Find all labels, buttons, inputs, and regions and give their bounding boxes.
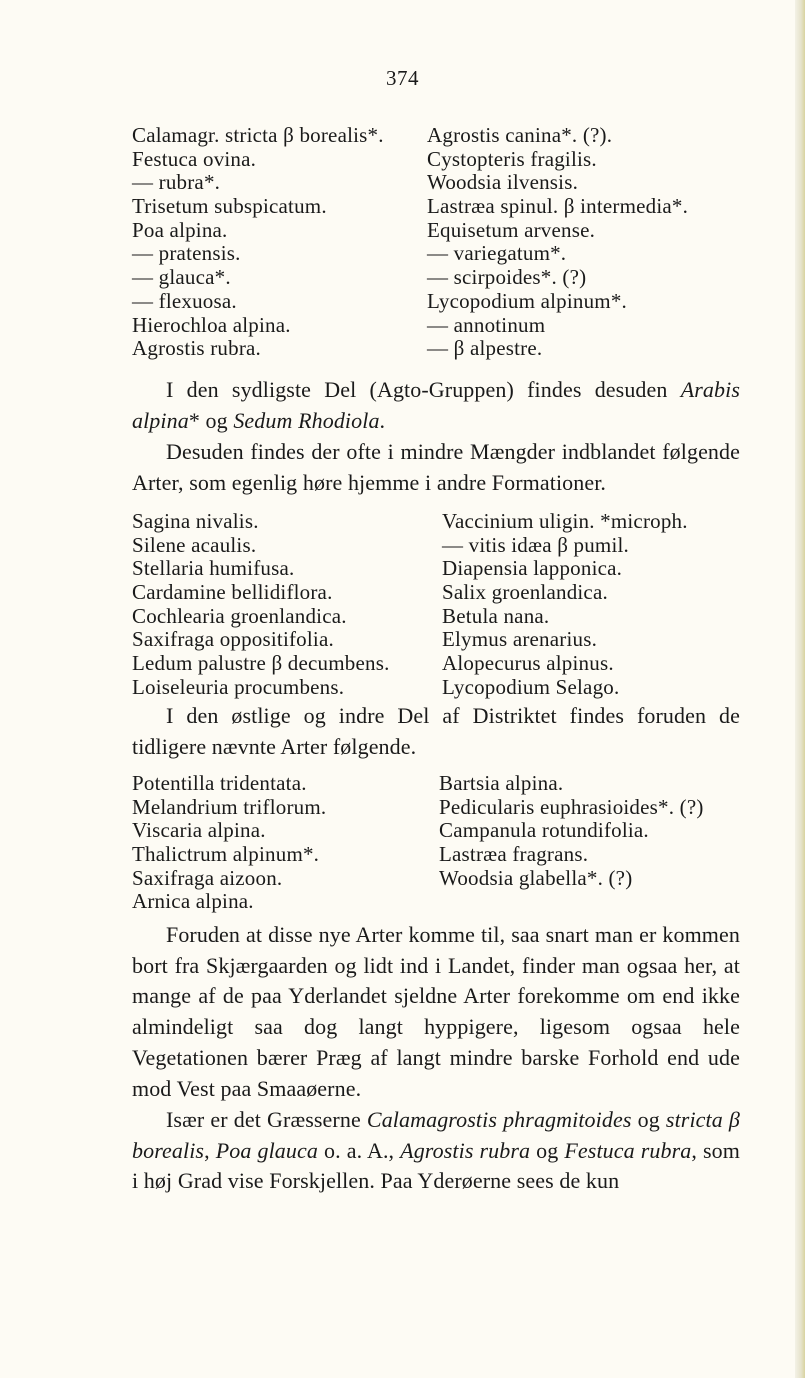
mixed-species-list-right [442,510,688,700]
list-item: Lastræa spinul. β intermedia*. [427,194,689,219]
list-item: Agrostis canina*. (?). [427,123,613,147]
italic-species: Poa glauca [215,1137,318,1163]
list-item: Lastræa fragrans. [439,842,589,867]
italic-species: stricta β borealis [132,1107,740,1163]
mixed-species-list-left [132,510,390,700]
list-item: Vaccinium uligin. *microph. [442,509,688,533]
list-item: Calamagr. stricta β borealis*. [132,123,384,147]
list-item: — flexuosa. [132,288,237,313]
italic-species: Festuca rubra [564,1137,692,1163]
list-item: Hierochloa alpina. [132,312,291,337]
list-item: Alopecurus alpinus. [442,651,614,676]
list-item: Ledum palustre β decumbens. [132,651,390,676]
list-item: Festuca ovina. [132,146,257,171]
list-item: Lycopodium Selago. [442,674,620,699]
list-item: Cystopteris fragilis. [427,146,597,171]
list-item: Saxifraga oppositifolia. [132,627,334,652]
paragraph-text: . [379,407,386,433]
grass-species-list-right [427,124,688,361]
list-item: — vitis idæa β pumil. [442,532,629,557]
list-item: Potentilla tridentata. [132,771,307,795]
list-item: Saxifraga aizoon. [132,865,283,890]
paragraph-text: Især er det Græsserne [166,1107,367,1132]
paragraph-text: I den sydligste Del (Agto-Gruppen) findes desuden [166,377,681,402]
eastern-species-list-left [132,772,326,914]
list-item: Pedicularis euphrasioides*. (?) [439,794,704,819]
list-item: Woodsia ilvensis. [427,170,579,195]
list-item: — rubra*. [132,170,221,195]
list-item: Sagina nivalis. [132,509,259,533]
list-item: Stellaria humifusa. [132,556,295,581]
paragraph-text: o. a. A., [317,1137,401,1163]
paragraph-grasses [132,1105,740,1197]
page-number: 374 [386,66,419,90]
italic-species: Calamagrostis phragmitoides [366,1107,632,1132]
eastern-species-list-right [439,772,704,890]
list-item: — scirpoides*. (?) [427,265,587,290]
list-item: Agrostis rubra. [132,336,261,361]
list-item: Bartsia alpina. [439,771,564,795]
list-item: Betula nana. [442,603,550,628]
list-item: Viscaria alpina. [132,818,266,843]
paragraph-text: , som i høj Grad vise Forskjellen. Paa Yderøerne sees de kun [132,1137,740,1194]
list-item: Elymus arenarius. [442,627,598,652]
list-item: Salix groenlandica. [442,580,608,605]
italic-species: Arabis alpina [132,377,740,433]
list-item: Lycopodium alpinum*. [427,288,627,313]
paragraph-other-formations [132,437,740,498]
italic-species: Agrostis rubra [400,1137,531,1163]
list-item: Thalictrum alpinum*. [132,842,320,867]
list-item: Diapensia lapponica. [442,556,623,581]
list-item: Equisetum arvense. [427,217,596,242]
paragraph-text: , [204,1137,216,1163]
paragraph-eastern-district [132,701,740,762]
paragraph-inland-vegetation [132,920,740,1104]
list-item: Campanula rotundifolia. [439,818,649,843]
list-item: Woodsia glabella*. (?) [439,865,633,890]
list-item: Melandrium triflorum. [132,794,327,819]
list-item: — pratensis. [132,241,241,266]
paragraph-text: og [530,1137,565,1163]
paragraph-text: og [631,1107,666,1132]
list-item: Arnica alpina. [132,889,254,914]
paragraph-text: Foruden at disse nye Arter komme til, saa snart man er kommen bort fra Skjærgaarden og lidt ind i Landet, finder man ogsaa her, at mange af de paa Yderlandet sjeldne Arter forekomme om end ikke almindeligt saa dog langt hyppigere, ligesom ogsaa hele Vegetationen bærer Præg af langt mindre barske Forhold end ude mod Vest paa Smaaøerne. [132,922,740,1101]
list-item: — annotinum [427,312,546,337]
paragraph-text: Desuden findes der ofte i mindre Mængder indblandet følgende Arter, som egenlig høre hjemme i andre Formationer. [132,439,740,495]
list-item: — glauca*. [132,265,231,290]
italic-species: Sedum Rhodiola [233,407,380,433]
page-edge [795,0,805,1378]
list-item: Silene acaulis. [132,532,257,557]
grass-species-list-left [132,124,384,361]
paragraph-text: * og [188,407,234,433]
list-item: — β alpestre. [427,336,543,361]
list-item: Poa alpina. [132,217,228,242]
paragraph-agto-group [132,375,740,436]
list-item: Loiseleuria procumbens. [132,674,345,699]
list-item: Cochlearia groenlandica. [132,603,347,628]
list-item: Cardamine bellidiflora. [132,580,333,605]
list-item: Trisetum subspicatum. [132,194,327,219]
paragraph-text: I den østlige og indre Del af Distriktet findes foruden de tidligere nævnte Arter følgende. [132,703,740,759]
list-item: — variegatum*. [427,241,567,266]
